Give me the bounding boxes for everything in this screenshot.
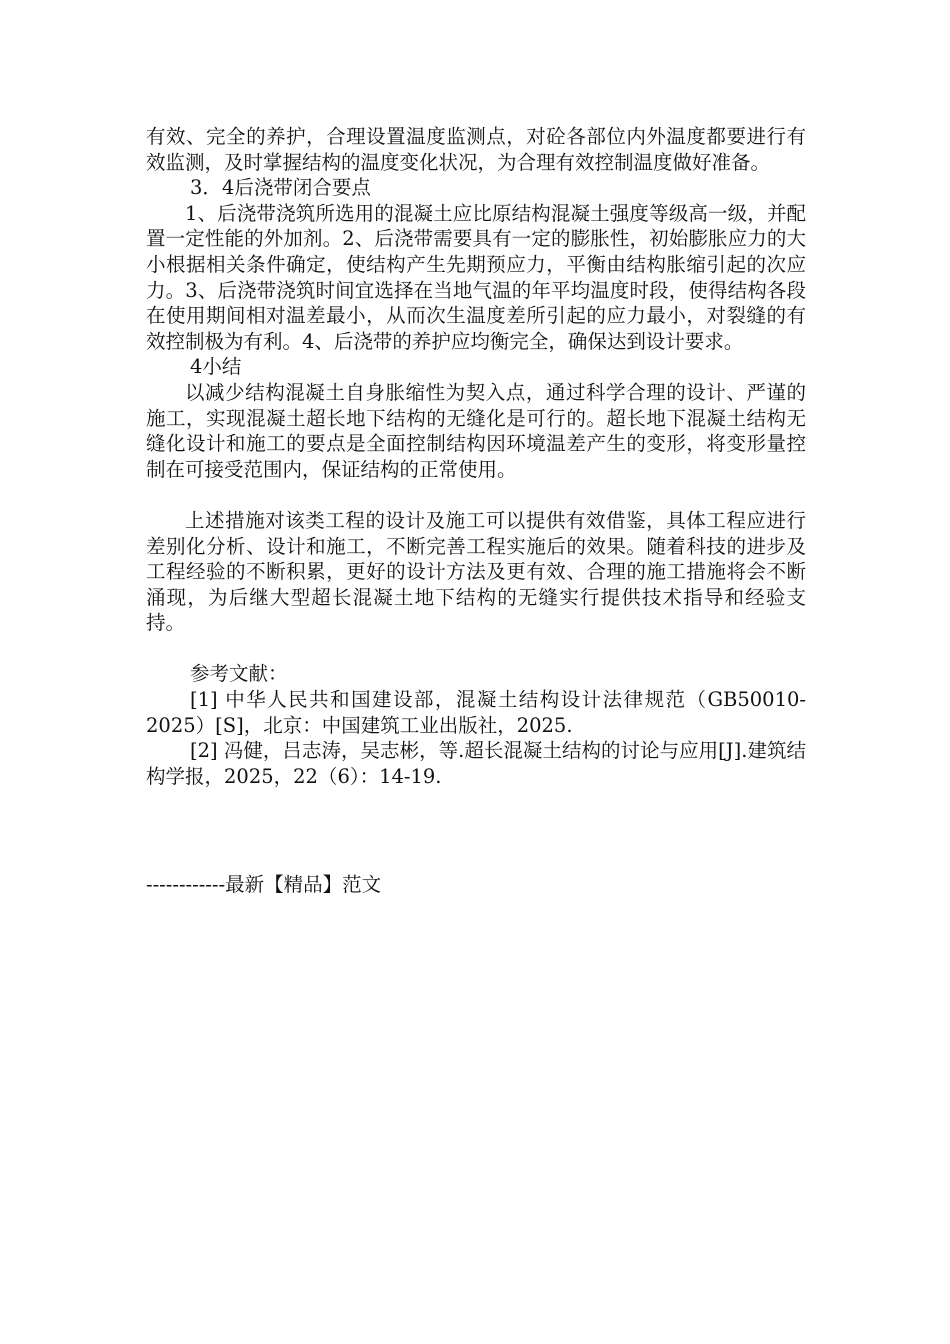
footer-text: ------------最新【精品】范文 xyxy=(146,873,382,896)
section-heading-4: 4小结 xyxy=(190,355,242,379)
paragraph-curing: 有效、完全的养护，合理设置温度监测点，对砼各部位内外温度都要进行有效监测，及时掌握结构的温度变化状况，为合理有效控制温度做好准备。 xyxy=(146,125,806,174)
references-title: 参考文献： xyxy=(190,662,288,686)
paragraph-conclusion: 上述措施对该类工程的设计及施工可以提供有效借鉴，具体工程应进行差别化分析、设计和施工，不断完善工程实施后的效果。随着科技的进步及工程经验的不断积累，更好的设计方法及更有效、合理的施工措施将会不断涌现，为后继大型超长混凝土地下结构的无缝实行提供技术指导和经验支持。 xyxy=(146,508,806,635)
section-heading-3-4: 3．4后浇带闭合要点 xyxy=(190,176,371,200)
paragraph-summary: 以减少结构混凝土自身胀缩性为契入点，通过科学合理的设计、严谨的施工，实现混凝土超长地下结构的无缝化是可行的。超长地下混凝土结构无缝化设计和施工的要点是全面控制结构因环境温差产生的变形，将变形量控制在可接受范围内，保证结构的正常使用。 xyxy=(146,380,806,481)
document-page xyxy=(146,124,806,789)
reference-item-1: [1] 中华人民共和国建设部，混凝土结构设计法律规范（GB50010-2025）[S]，北京：中国建筑工业出版社，2025. xyxy=(146,688,806,737)
paragraph-post-pour-strip: 1、后浇带浇筑所选用的混凝土应比原结构混凝土强度等级高一级，并配置一定性能的外加剂。2、后浇带需要具有一定的膨胀性，初始膨胀应力的大小根据相关条件确定，使结构产生先期预应力，平衡由结构胀缩引起的次应力。3、后浇带浇筑时间宜选择在当地气温的年平均温度时段，使得结构各段在使用期间相对温差最小，从而次生温度差所引起的应力最小，对裂缝的有效控制极为有利。4、后浇带的养护应均衡完全，确保达到设计要求。 xyxy=(146,201,806,353)
reference-item-2: [2] 冯健，吕志涛，吴志彬，等.超长混凝土结构的讨论与应用[J].建筑结构学报，2025，22（6）：14-19. xyxy=(146,739,806,788)
